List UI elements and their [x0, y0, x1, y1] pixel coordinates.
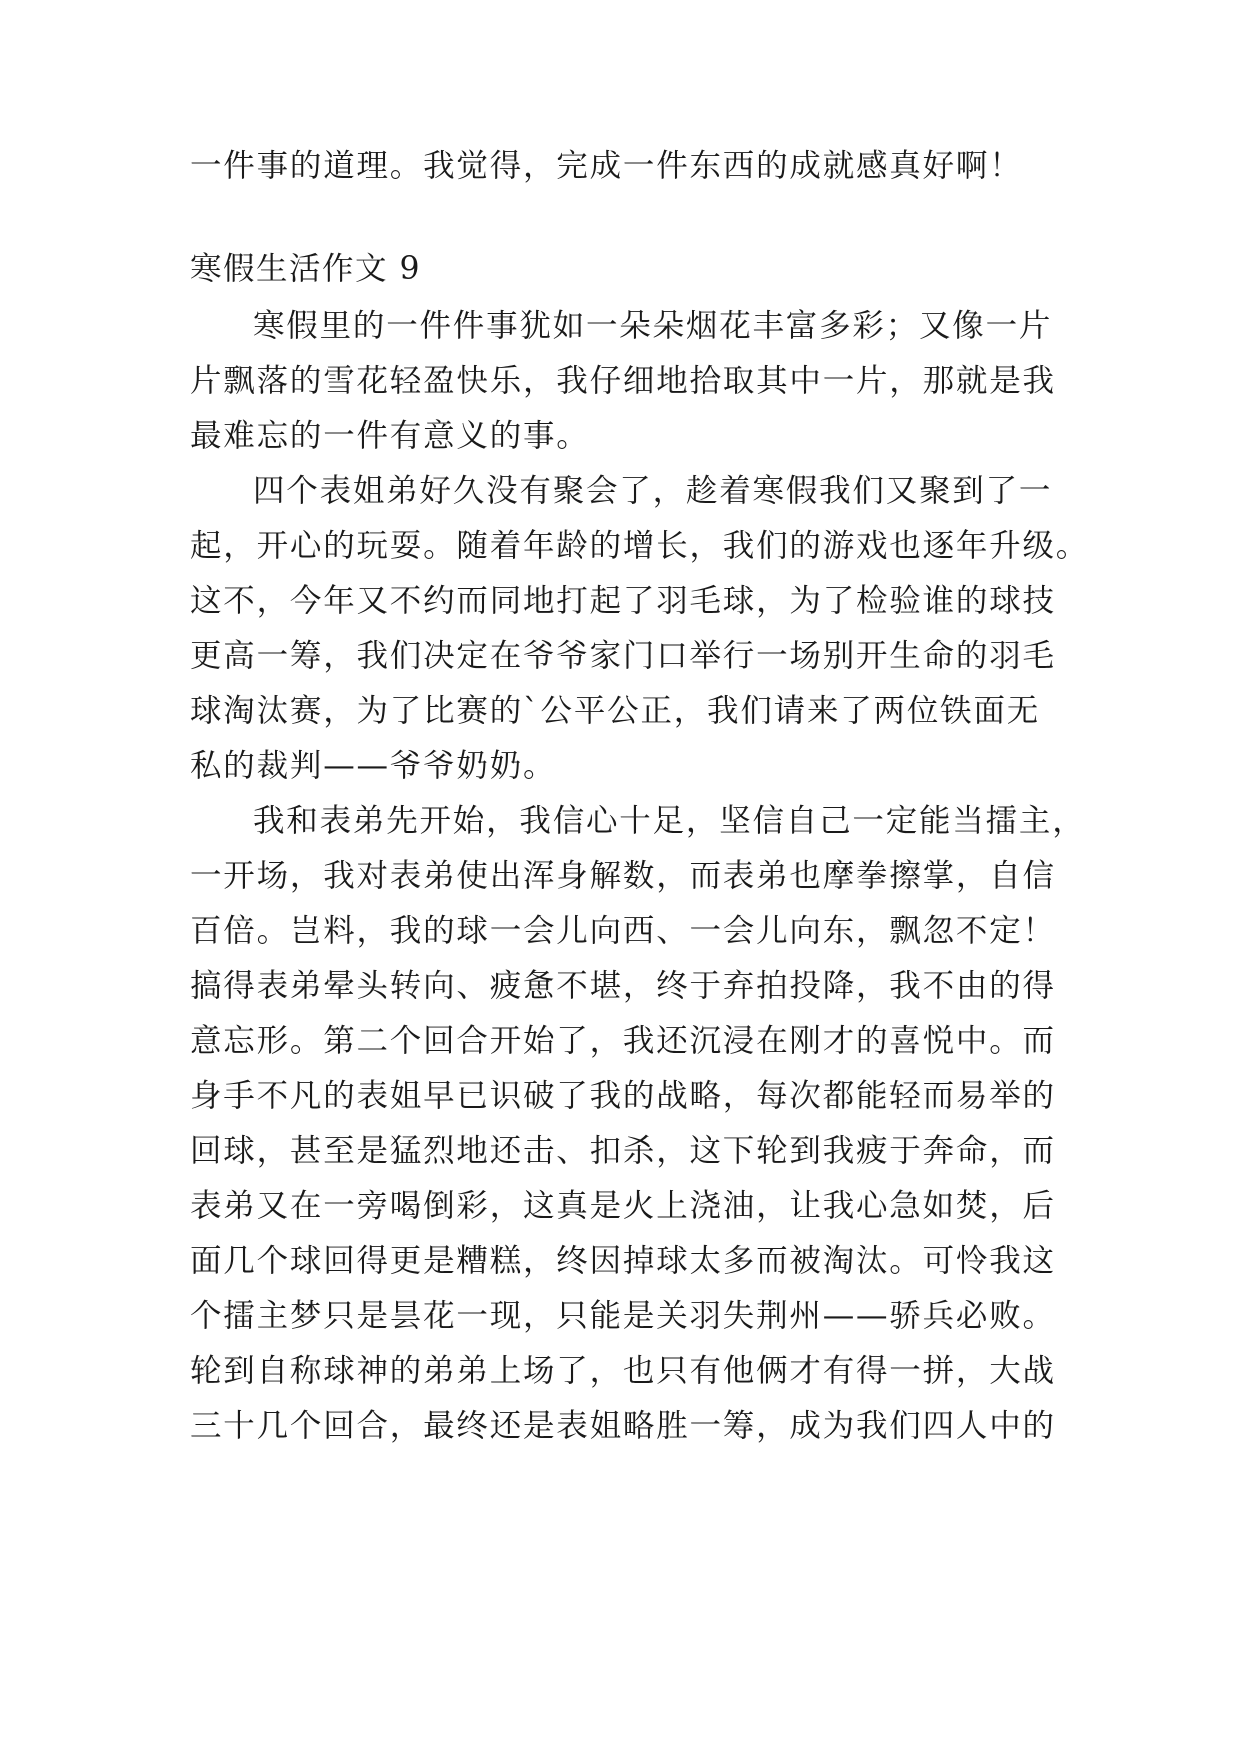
text-line: 球淘汰赛，为了比赛的`公平公正，我们请来了两位铁面无 [190, 693, 1041, 729]
text-line: 身手不凡的表姐早已识破了我的战略，每次都能轻而易举的 [190, 1078, 1056, 1114]
text-line: 四个表姐弟好久没有聚会了，趁着寒假我们又聚到了一 [253, 473, 1053, 509]
text-line: 表弟又在一旁喝倒彩，这真是火上浇油，让我心急如焚，后 [190, 1188, 1056, 1224]
text-line: 一件事的道理。我觉得，完成一件东西的成就感真好啊！ [190, 148, 1023, 184]
text-line: 百倍。岂料，我的球一会儿向西、一会儿向东，飘忽不定！ [190, 913, 1056, 949]
text-line: 意忘形。第二个回合开始了，我还沉浸在刚才的喜悦中。而 [190, 1023, 1056, 1059]
text-line: 这不，今年又不约而同地打起了羽毛球，为了检验谁的球技 [190, 583, 1056, 619]
text-line: 我和表弟先开始，我信心十足，坚信自己一定能当擂主， [253, 803, 1086, 839]
text-line: 一开场，我对表弟使出浑身解数，而表弟也摩拳擦掌，自信 [190, 858, 1056, 894]
text-line: 轮到自称球神的弟弟上场了，也只有他俩才有得一拼，大战 [190, 1353, 1056, 1389]
text-line: 私的裁判——爷爷奶奶。 [190, 748, 557, 784]
text-line: 三十几个回合，最终还是表姐略胜一筹，成为我们四人中的 [190, 1408, 1056, 1444]
text-line: 面几个球回得更是糟糕，终因掉球太多而被淘汰。可怜我这 [190, 1243, 1056, 1279]
text-line: 更高一筹，我们决定在爷爷家门口举行一场别开生命的羽毛 [190, 638, 1056, 674]
essay-title: 寒假生活作文 9 [190, 251, 422, 287]
text-line: 起，开心的玩耍。随着年龄的增长，我们的游戏也逐年升级。 [190, 528, 1090, 564]
text-line: 最难忘的一件有意义的事。 [190, 418, 590, 454]
text-line: 片飘落的雪花轻盈快乐，我仔细地拾取其中一片，那就是我 [190, 363, 1056, 399]
text-line: 回球，甚至是猛烈地还击、扣杀，这下轮到我疲于奔命，而 [190, 1133, 1056, 1169]
text-line: 寒假里的一件件事犹如一朵朵烟花丰富多彩；又像一片 [253, 308, 1053, 344]
text-line: 个擂主梦只是昙花一现，只能是关羽失荆州——骄兵必败。 [190, 1298, 1056, 1334]
text-line: 搞得表弟晕头转向、疲惫不堪，终于弃拍投降，我不由的得 [190, 968, 1056, 1004]
